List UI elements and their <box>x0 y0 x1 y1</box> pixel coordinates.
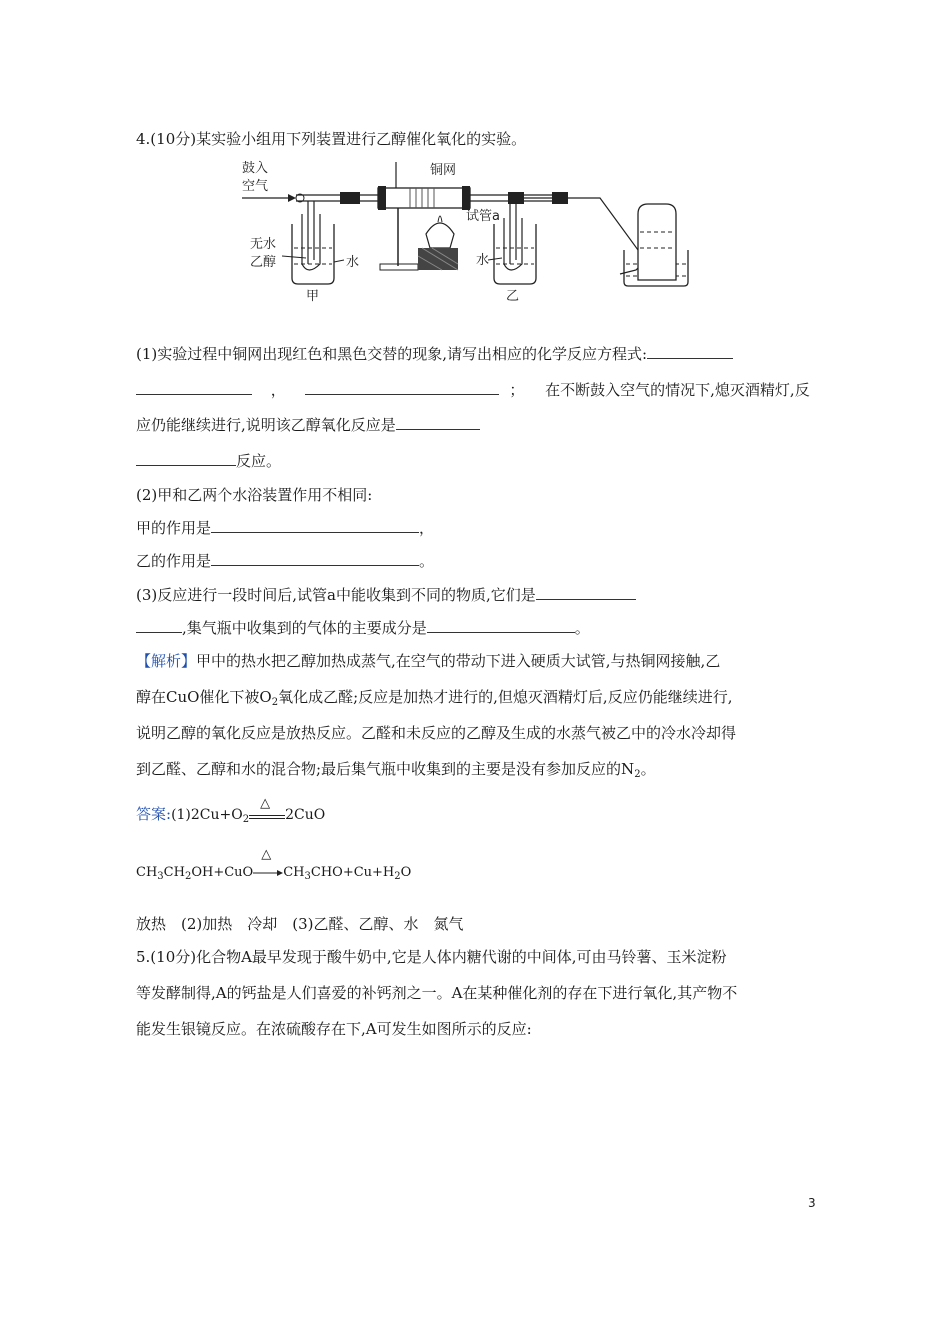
q4-p1-line1: (1)实验过程中铜网出现红色和黑色交替的现象,请写出相应的化学反应方程式: <box>136 343 733 365</box>
heat-symbol: △ <box>261 847 272 862</box>
label-ethanol-2: 乙醇 <box>250 255 277 270</box>
q4-p2-yi: 乙的作用是 。 <box>136 552 435 570</box>
answer-eq1: 答案$:(1)2Cu+O_2$ △ 2CuO <box>136 803 325 831</box>
test-tube-a <box>504 218 522 270</box>
answer-blank[interactable] <box>136 617 182 633</box>
answer-blank[interactable] <box>396 414 480 430</box>
apparatus-figure <box>240 152 690 304</box>
label-ethanol-1: 无水 <box>250 237 277 252</box>
label-jia: 甲 <box>306 289 320 304</box>
equals-sign <box>249 815 285 819</box>
answer-blank[interactable] <box>136 450 236 466</box>
heat-symbol: △ <box>260 796 271 811</box>
q4-p2-jia: 甲的作用是 ， <box>136 519 435 537</box>
q4-p1-line4: 反应。 <box>136 450 281 472</box>
test-tube-jia <box>302 214 320 270</box>
rubber-connector-left <box>340 192 360 204</box>
delivery-tube <box>572 198 641 274</box>
answer-blank[interactable] <box>211 550 419 566</box>
q4-p1-line2: ， ； 在不断鼓入空气的情况下,熄灭酒精灯,反 <box>136 379 810 401</box>
answer-blank[interactable] <box>136 379 252 395</box>
answer-blank[interactable] <box>427 617 575 633</box>
label-air-1: 鼓入 <box>242 161 269 176</box>
q5-line2: 等发酵制得,A的钙盐是人们喜爱的补钙剂之一。A在某种催化剂的存在下进行氧化,其产物不 <box>136 984 738 1002</box>
reaction-arrow <box>253 869 283 877</box>
q4-p1-line3: 应仍能继续进行,说明该乙醇氧化反应是 <box>136 414 480 436</box>
page-number: 3 <box>808 1196 816 1210</box>
answer-blank[interactable] <box>211 517 419 533</box>
q4-p3-line2: ,集气瓶中收集到的气体的主要成分是 。 <box>136 617 590 639</box>
answer-label: 答案: <box>136 805 172 823</box>
label-water-jia: 水 <box>346 255 360 270</box>
q4-p3-line1: (3)反应进行一段时间后,试管a中能收集到不同的物质,它们是 <box>136 584 636 606</box>
analysis-line3: 说明乙醇的氧化反应是放热反应。乙醛和未反应的乙醇及生成的水蒸气被乙中的冷水冷却得 <box>136 724 737 742</box>
answer-blank[interactable] <box>536 584 636 600</box>
label-air-2: 空气 <box>242 179 269 194</box>
combustion-tube <box>378 188 470 208</box>
answer-eq2: $CH_3CH_2OH+CuO$ △ $CH_3CHO+Cu+H_2O$ <box>136 862 411 888</box>
label-water-yi: 水 <box>476 253 490 268</box>
copper-mesh <box>410 188 434 208</box>
stand-base <box>380 264 418 270</box>
q5-line3: 能发生银镜反应。在浓硫酸存在下,A可发生如图所示的反应: <box>136 1020 532 1038</box>
q4-stem: 4.(10分)某实验小组用下列装置进行乙醇催化氧化的实验。 <box>136 130 527 148</box>
label-copper: 铜网 <box>430 163 457 178</box>
gas-collecting-jar <box>638 204 676 280</box>
q4-p2-line1: (2)甲和乙两个水浴装置作用不相同: <box>136 486 373 504</box>
label-tube-a: 试管a <box>466 209 500 224</box>
analysis-tag: 【解析】 <box>136 652 197 670</box>
answer-line3: 放热 (2)加热 冷却 (3)乙醛、乙醇、水 氮气 <box>136 915 464 933</box>
answer-blank[interactable] <box>305 379 499 395</box>
answer-blank[interactable] <box>647 343 733 359</box>
analysis-line4: 到乙醛、乙醇和水的混合物;最后集气瓶中收集到的主要是没有参加反应的$N_2$。 <box>136 760 656 780</box>
q5-line1: 5.(10分)化合物A最早发现于酸牛奶中,它是人体内糖代谢的中间体,可由马铃薯、玉米淀粉 <box>136 948 727 966</box>
beaker-yi <box>494 224 536 284</box>
label-yi: 乙 <box>506 289 520 304</box>
air-arrow-head <box>288 194 296 202</box>
analysis-line2: 醇在CuO催化下被$O_2$氧化成乙醛;反应是加热才进行的,但熄灭酒精灯后,反应仍能继续进行, <box>136 688 733 708</box>
analysis-line1: 【解析】甲中的热水把乙醇加热成蒸气,在空气的带动下进入硬质大试管,与热铜网接触,乙 <box>136 652 721 670</box>
beaker-jia <box>292 224 334 284</box>
alcohol-lamp <box>426 223 454 248</box>
